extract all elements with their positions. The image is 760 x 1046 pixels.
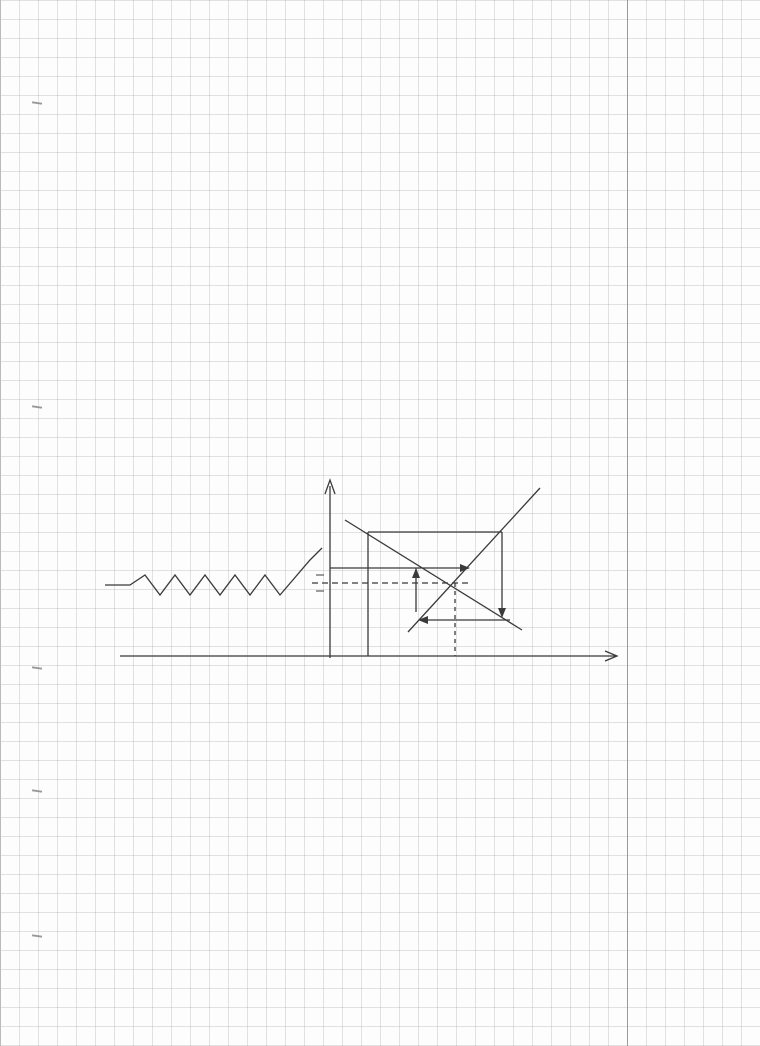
arrow-left xyxy=(418,616,428,624)
arrow-up xyxy=(412,568,420,578)
oscillation-zigzag xyxy=(105,548,322,595)
supply-curve xyxy=(408,488,540,632)
